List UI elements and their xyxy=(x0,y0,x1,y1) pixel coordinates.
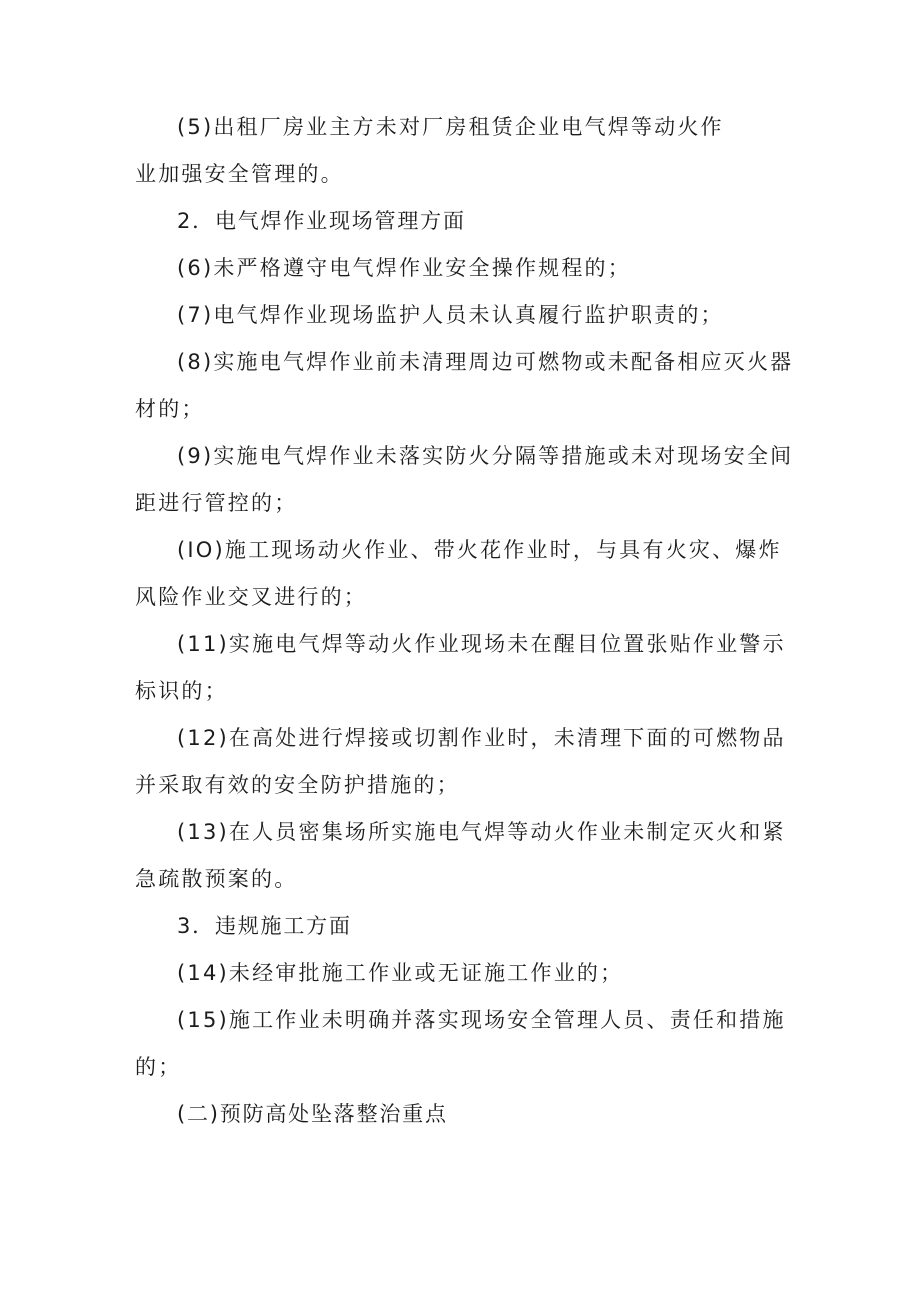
paragraph-item-10: (IO)施工现场动火作业、带火花作业时，与具有火灾、爆炸风险作业交叉进行的； xyxy=(135,538,782,609)
paragraph-item-13: (13)在人员密集场所实施电气焊等动火作业未制定灭火和紧急疏散预案的。 xyxy=(135,820,786,891)
document-body xyxy=(135,104,795,1138)
paragraph-item-6: (6)未严格遵守电气焊作业安全操作规程的； xyxy=(177,256,631,280)
paragraph-item-15: (15)施工作业未明确并落实现场安全管理人员、责任和措施的； xyxy=(135,1008,786,1079)
paragraph-item-7: (7)电气焊作业现场监护人员未认真履行监护职责的； xyxy=(177,303,724,327)
paragraph-item-14: (14)未经审批施工作业或无证施工作业的； xyxy=(177,961,624,985)
paragraph-item-12: (12)在高处进行焊接或切割作业时，未清理下面的可燃物品并采取有效的安全防护措施的； xyxy=(135,726,786,797)
section-heading-3: 3．违规施工方面 xyxy=(177,914,352,938)
paragraph-item-9: (9)实施电气焊作业未落实防火分隔等措施或未对现场安全间距进行管控的； xyxy=(135,444,794,515)
paragraph-item-5: (5)出租厂房业主方未对厂房租赁企业电气焊等动火作业加强安全管理的。 xyxy=(135,115,724,186)
subsection-heading: (二)预防高处坠落整治重点 xyxy=(177,1102,448,1126)
paragraph-item-8: (8)实施电气焊作业前未清理周边可燃物或未配备相应灭火器材的； xyxy=(135,350,794,421)
section-heading-2: 2．电气焊作业现场管理方面 xyxy=(177,209,466,233)
paragraph-item-11: (11)实施电气焊等动火作业现场未在醒目位置张贴作业警示标识的； xyxy=(135,632,786,703)
